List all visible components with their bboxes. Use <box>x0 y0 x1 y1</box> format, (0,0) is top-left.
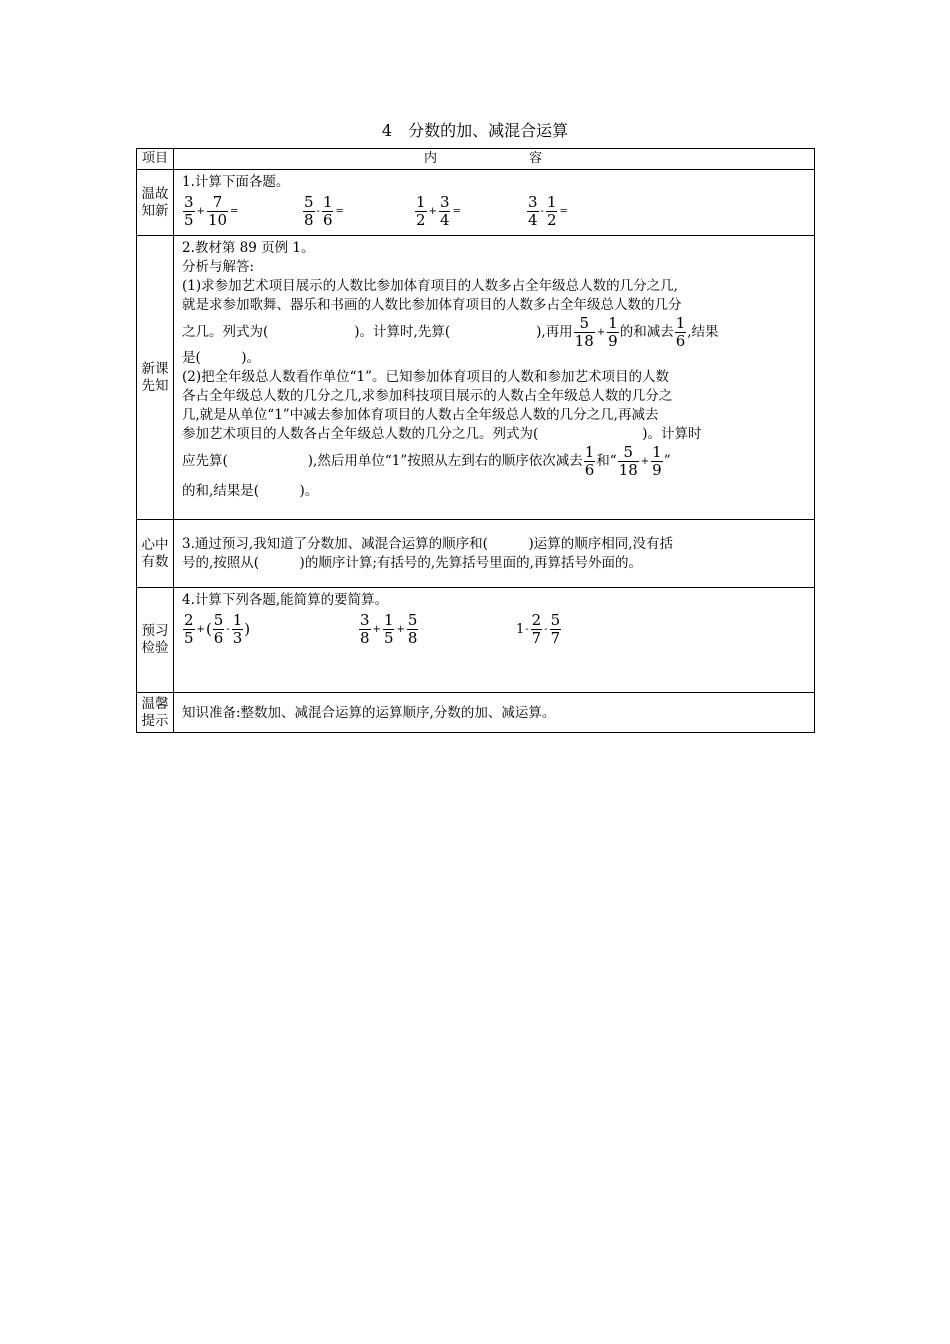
q4-text: 4.计算下列各题,能简算的要简算。 <box>182 592 389 608</box>
p2-line-3: 几,就是从单位“1”中减去参加体育项目的人数占全年级总人数的几分之几,再减去 <box>182 407 659 423</box>
q4-expr-3: 1 - $\frac{2}{7}$ - $\frac{5}{7}$ <box>516 610 561 647</box>
tip-label <box>137 693 174 733</box>
p2-line-6: 的和,结果是( )。 <box>182 483 319 499</box>
new-lesson-content <box>174 236 815 520</box>
review-label <box>137 170 174 236</box>
tip-row <box>137 693 815 733</box>
q1-expr-1: $\frac{3}{5}$ + $\frac{7}{10}$ = <box>184 192 239 229</box>
check-label-text: 预习检验 <box>141 623 169 656</box>
review-row <box>137 170 815 236</box>
check-label <box>137 588 174 693</box>
q1-expr-3: $\frac{1}{2}$ + $\frac{3}{4}$ = <box>416 192 461 229</box>
p1-line-1: (1)求参加艺术项目展示的人数比参加体育项目的人数多占全年级总人数的几分之几, <box>182 278 678 294</box>
q4-expr-1: $\frac{2}{5}$ + ( $\frac{5}{6}$ - $\frac{1}{3}$ ) <box>184 610 251 647</box>
q4-expr-2: $\frac{3}{8}$ + $\frac{1}{5}$ + $\frac{5}{8}$ <box>360 610 418 647</box>
check-row <box>137 588 815 693</box>
new-lesson-label-text: 新课先知 <box>141 360 169 394</box>
check-content <box>174 588 815 693</box>
q3-line-2: 号的,按照从( )的顺序计算;有括号的,先算括号里面的,再算括号外面的。 <box>182 555 642 571</box>
q3-line-1: 3.通过预习,我知道了分数加、减混合运算的顺序和( )运算的顺序相同,没有括 <box>182 536 673 552</box>
tip-text: 知识准备:整数加、减混合运算的运算顺序,分数的加、减运算。 <box>182 704 556 721</box>
tip-label-text: 温馨提示 <box>141 695 169 729</box>
tip-content <box>174 693 815 733</box>
q1-expressions <box>182 192 808 230</box>
new-lesson-label <box>137 236 174 520</box>
analysis-label: 分析与解答: <box>182 259 255 275</box>
header-project: 项目 <box>137 149 174 170</box>
p2-line-2: 各占全年级总人数的几分之几,求参加科技项目展示的人数占全年级总人数的几分之 <box>182 388 673 404</box>
p1-line-2: 就是求参加歌舞、器乐和书画的人数比参加体育项目的人数多占全年级总人数的几分 <box>182 297 682 313</box>
p2-line-5: 应先算( ),然后用单位“1”按照从左到右的顺序依次减去 $\frac{1}{6}$ 和“ $\frac{5}{18}$ + $\frac{1}{9}$ ” <box>182 442 671 479</box>
q4-expressions <box>182 610 808 648</box>
p2-line-4: 参加艺术项目的人数各占全年级总人数的几分之几。列式为( )。计算时 <box>182 426 702 442</box>
p1-line-4: 是( )。 <box>182 350 261 366</box>
worksheet-table <box>136 148 815 733</box>
header-row <box>137 149 815 170</box>
mind-row <box>137 520 815 588</box>
mind-label-text: 心中有数 <box>141 536 169 570</box>
review-label-text: 温故知新 <box>141 185 169 219</box>
p2-line-1: (2)把全年级总人数看作单位“1”。已知参加体育项目的人数和参加艺术项目的人数 <box>182 369 670 385</box>
q1-expr-4: $\frac{3}{4}$ - $\frac{1}{2}$ = <box>528 192 568 229</box>
q1-text: 1.计算下面各题。 <box>182 174 290 190</box>
page-title: 4 分数的加、减混合运算 <box>381 121 569 140</box>
p1-line-3: 之几。列式为( )。计算时,先算( ),再用 $\frac{5}{18}$ + $\frac{1}{9}$ 的和减去 $\frac{1}{6}$ ,结果 <box>182 313 719 350</box>
mind-content <box>174 520 815 588</box>
new-lesson-row <box>137 236 815 520</box>
mind-label <box>137 520 174 588</box>
review-content <box>174 170 815 236</box>
q2-title: 2.教材第 89 页例 1。 <box>182 240 315 256</box>
q1-expr-2: $\frac{5}{8}$ - $\frac{1}{6}$ = <box>304 192 344 229</box>
header-content: 内 容 <box>174 149 815 170</box>
